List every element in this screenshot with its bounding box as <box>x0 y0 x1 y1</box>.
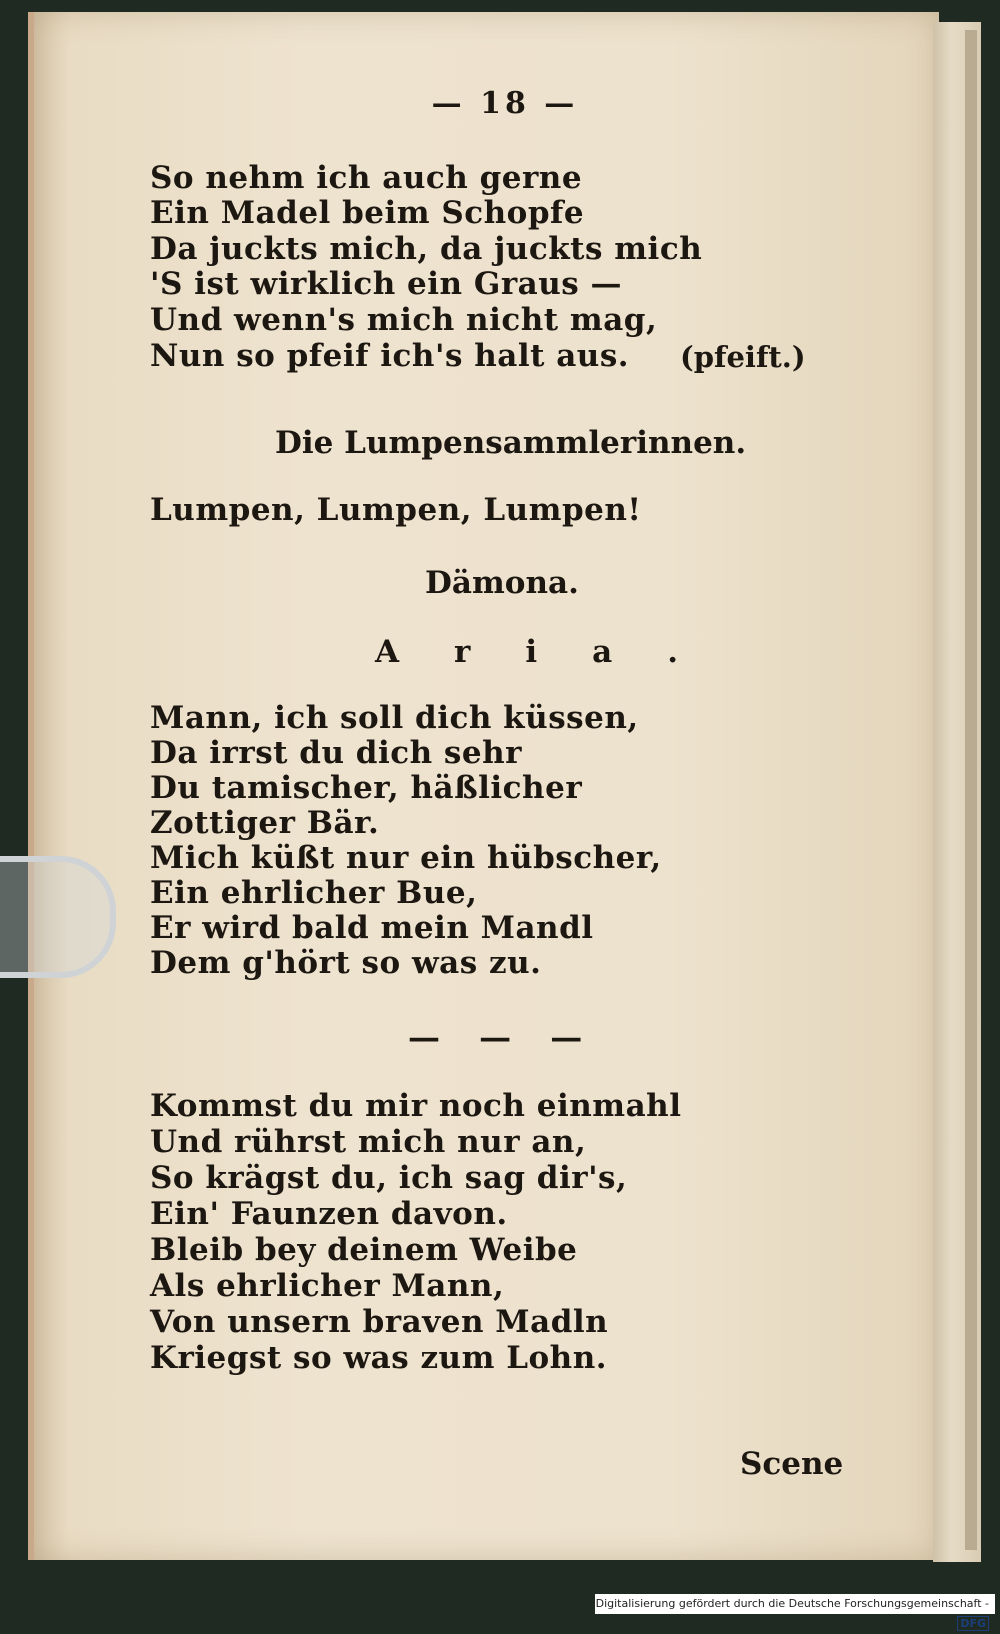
verse-line: Bleib bey deinem Weibe <box>150 1232 578 1268</box>
page-edge-shadow <box>965 30 977 1550</box>
verse-line: Er wird bald mein Mandl <box>150 910 594 946</box>
verse-line: Ein Madel beim Schopfe <box>150 195 585 231</box>
verse-line: Und rührst mich nur an, <box>150 1124 587 1160</box>
verse-line: Kriegst so was zum Lohn. <box>150 1340 608 1376</box>
digitization-footer <box>595 1594 995 1630</box>
catchword: Scene <box>740 1446 844 1482</box>
verse-line: Da irrst du dich sehr <box>150 735 522 771</box>
verse-line: So nehm ich auch gerne <box>150 160 583 196</box>
stage-direction: (pfeift.) <box>680 340 806 374</box>
verse-line: Ein ehrlicher Bue, <box>150 875 478 911</box>
section-separator: — — — <box>408 1018 597 1056</box>
verse-line: Du tamischer, häßlicher <box>150 770 583 806</box>
verse-line: Von unsern braven Madln <box>150 1304 609 1340</box>
verse-line: Nun so pfeif ich's halt aus. <box>150 338 630 374</box>
verse-line: Mich küßt nur ein hübscher, <box>150 840 662 876</box>
verse-line: Da juckts mich, da juckts mich <box>150 231 703 267</box>
verse-line: Und wenn's mich nicht mag, <box>150 302 658 338</box>
verse-line: Als ehrlicher Mann, <box>150 1268 505 1304</box>
verse-line: Dem g'hört so was zu. <box>150 945 542 981</box>
speaker-name: Dämona. <box>425 565 579 601</box>
chorus-line: Lumpen, Lumpen, Lumpen! <box>150 492 642 528</box>
footer-text: Digitalisierung gefördert durch die Deutsche Forschungsgemeinschaft - <box>595 1597 989 1610</box>
verse-line: Zottiger Bär. <box>150 805 380 841</box>
verse-line: 'S ist wirklich ein Graus — <box>150 266 623 302</box>
dfg-logo: DFG <box>957 1616 989 1631</box>
verse-line: Ein' Faunzen davon. <box>150 1196 508 1232</box>
verse-line: Mann, ich soll dich küssen, <box>150 700 639 736</box>
chorus-heading: Die Lumpensammlerinnen. <box>275 425 747 461</box>
page-clip <box>0 856 116 978</box>
verse-line: Kommst du mir noch einmahl <box>150 1088 682 1124</box>
page-number: — 18 — <box>431 86 579 121</box>
aria-label: Aria. <box>375 634 734 670</box>
verse-line: So krägst du, ich sag dir's, <box>150 1160 628 1196</box>
